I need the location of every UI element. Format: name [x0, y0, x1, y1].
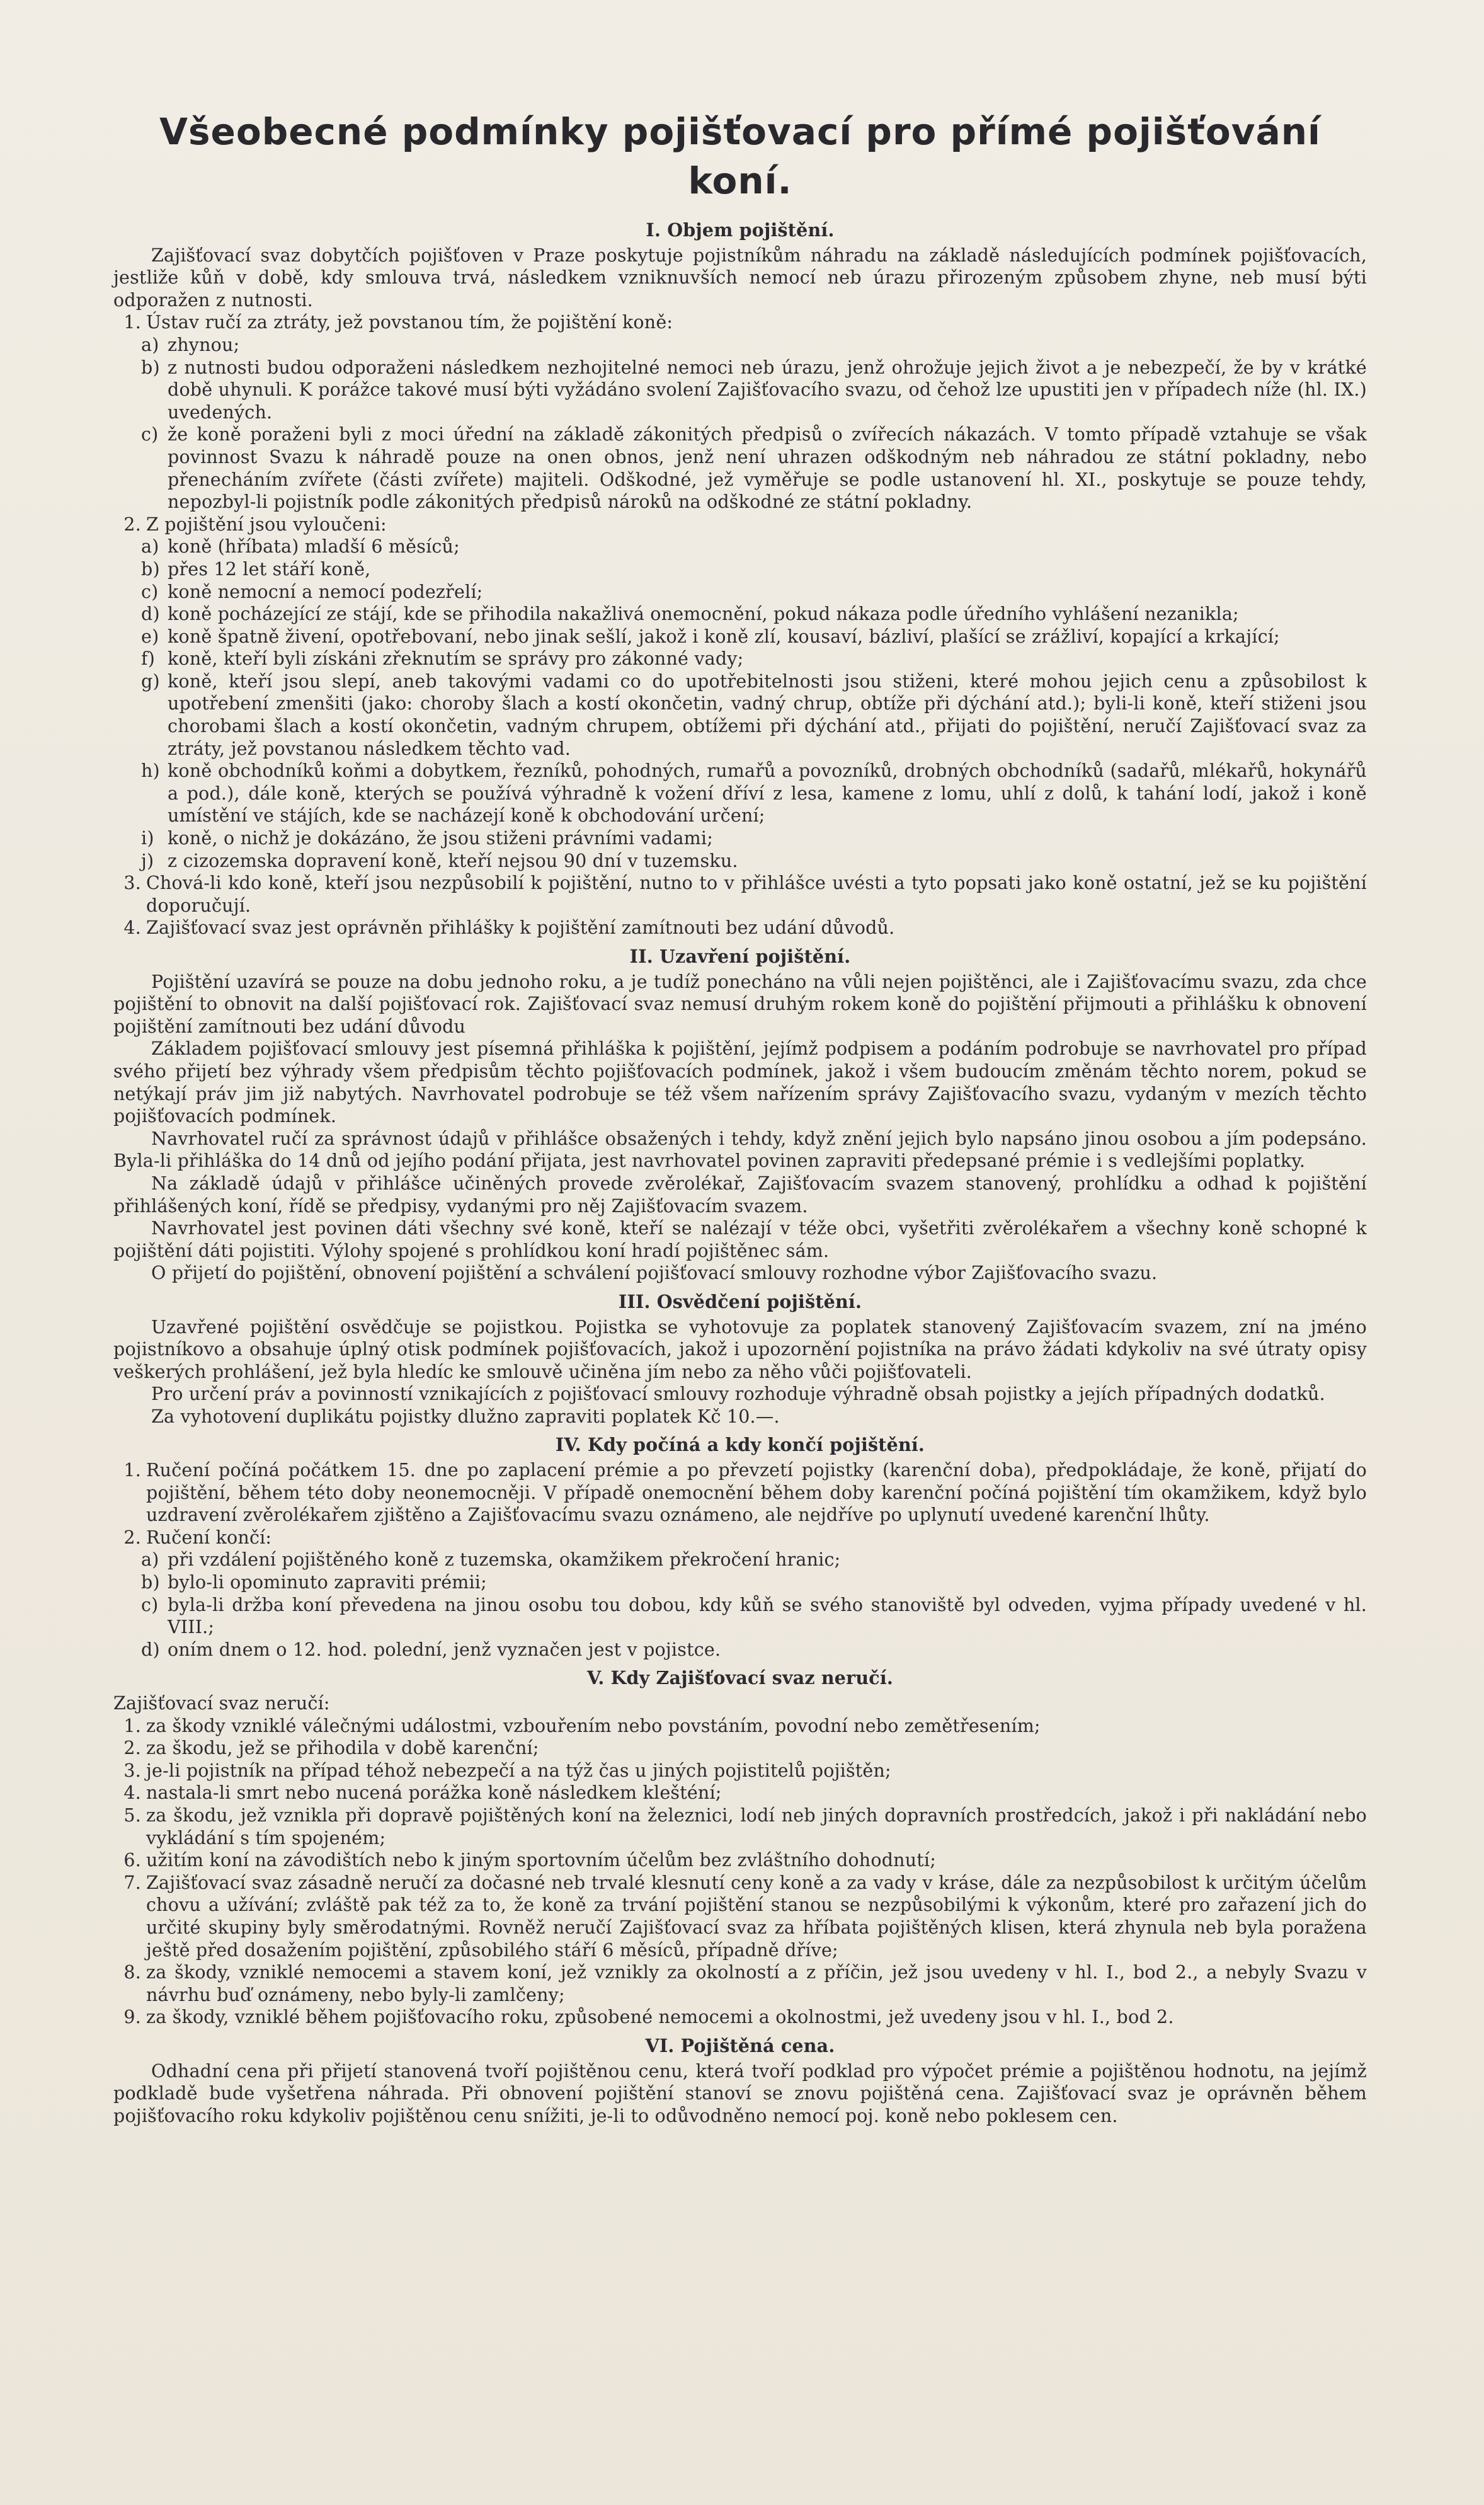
list-item: h) koně obchodníků koňmi a dobytkem, řezníků, pohodných, rumařů a povozníků, drobných obchodníků (sadařů, mlékařů, hokynářů a pod.), dále koně, kterých se používá výhradně k vožení dříví z lesa, kamene z lomu, uhlí z dolů, k tahání lodí, jakož i koně umístění ve stájích, kde se nacházejí koně k obchodování určení;	[141, 760, 1367, 827]
list-item: 4. Zajišťovací svaz jest oprávněn přihlášky k pojištění zamítnouti bez udání důvodů.	[123, 917, 895, 939]
list-item: e) koně špatně živení, opotřebovaní, nebo jinak sešlí, jakož i koně zlí, kousaví, bázliví, plašící se zrážliví, kopající a krkající;	[141, 626, 1280, 647]
paragraph: Pojištění uzavírá se pouze na dobu jednoho roku, a je tudíž ponecháno na vůli nejen pojištěnci, ale i Zajišťovacímu svazu, zda chce pojištění to obnovit na další pojišťovací rok. Zajišťovací svaz nemusí druhým rokem koně do pojištění přijmouti a přihlášku k obnovení pojištění zamítnouti bez udání důvodu	[113, 971, 1367, 1037]
section-heading-2: II. Uzavření pojištění.	[629, 946, 851, 967]
list-item: a) při vzdálení pojištěného koně z tuzemska, okamžikem překročení hranic;	[141, 1549, 841, 1571]
list-item: f) koně, kteří byli získáni zřeknutím se správy pro zákonné vady;	[141, 648, 744, 670]
paragraph: Navrhovatel ručí za správnost údajů v přihlášce obsažených i tehdy, když znění jejich bylo napsáno jinou osobou a jím podepsáno. Byla-li přihláška do 14 dnů od jejího podání přijata, jest navrhovatel povinen zapraviti předepsané prémie i s vedlejšími poplatky.	[113, 1128, 1367, 1172]
list-item: 1. za škody vzniklé válečnými událostmi, vzbouřením nebo povstáním, povodní nebo zemětřesením;	[123, 1715, 1041, 1736]
section-heading-4: IV. Kdy počíná a kdy končí pojištění.	[555, 1434, 925, 1456]
list-item: b) přes 12 let stáří koně,	[141, 558, 371, 580]
list-item: c) koně nemocní a nemocí podezřelí;	[141, 581, 483, 602]
paragraph: Pro určení práv a povinností vznikajících z pojišťovací smlouvy rozhoduje výhradně obsah pojistky a jejích případných dodatků.	[151, 1384, 1325, 1405]
list-item: b) z nutnosti budou odporaženi následkem nezhojitelné nemoci neb úrazu, jenž ohrožuje jejich život a je nebezpečí, že by v krátké době uhynuli. K porážce takové musí býti vyžádáno svolení Zajišťovacího svazu, od čehož lze upustiti jen v případech níže (hl. IX.) uvedených.	[141, 357, 1367, 423]
paragraph: O přijetí do pojištění, obnovení pojištění a schválení pojišťovací smlouvy rozhodne výbor Zajišťovacího svazu.	[151, 1263, 1158, 1284]
section-heading-6: VI. Pojištěná cena.	[645, 2034, 835, 2056]
list-item: 6. užitím koní na závodištích nebo k jiným sportovním účelům bez zvláštního dohodnutí;	[123, 1850, 937, 1871]
list-item: 9. za škody, vzniklé během pojišťovacího roku, způsobené nemocemi a okolnostmi, jež uvedeny jsou v hl. I., bod 2.	[123, 2007, 1174, 2028]
list-item: 1. Ručení počíná počátkem 15. dne po zaplacení prémie a po převzetí pojistky (karenční doba), předpokládaje, že koně, přijatí do pojištění, během této doby neonemocněji. V případě onemocnění během doby karenční počíná pojištění tím okamžikem, když bylo uzdravení zvěrolékařem zjištěno a Zajišťovacímu svazu oznámeno, ale nejdříve po uplynutí uvedené karenční lhůty.	[123, 1460, 1367, 1526]
list-item: c) byla-li držba koní převedena na jinou osobu tou dobou, kdy kůň se svého stanoviště byl odveden, vyjma případy uvedené v hl. VIII.;	[141, 1594, 1367, 1638]
section-heading-3: III. Osvědčení pojištění.	[618, 1290, 862, 1312]
document-content	[113, 101, 1367, 2127]
list-item: j) z cizozemska dopravení koně, kteří nejsou 90 dní v tuzemsku.	[141, 850, 738, 871]
list-item: 2. za škodu, jež se přihodila v době karenční;	[123, 1738, 539, 1759]
list-item: 8. za škody, vzniklé nemocemi a stavem koní, jež vznikly za okolností a z příčin, jež jsou uvedeny v hl. I., bod 2., a nebyly Svazu v návrhu buď oznámeny, nebo byly-li zamlčeny;	[123, 1962, 1367, 2005]
paragraph: Navrhovatel jest povinen dáti všechny své koně, kteří se nalézají v téže obci, vyšetřiti zvěrolékařem a všechny koně schopné k pojištění dáti pojistiti. Výlohy spojené s prohlídkou koní hradí pojištěnec sám.	[113, 1218, 1367, 1261]
paragraph: Za vyhotovení duplikátu pojistky dlužno zapraviti poplatek Kč 10.—.	[151, 1406, 780, 1427]
list-item: 4. nastala-li smrt nebo nucená porážka koně následkem klešténí;	[123, 1782, 722, 1804]
list-item: g) koně, kteří jsou slepí, aneb takovými vadami co do upotřebitelnosti jsou stiženi, které mohou jejich cenu a způsobilost k upotřebení zmenšiti (jako: choroby šlach a kostí okončetin, vadný chrup, obtíže při dýchání atd.); byli-li koně, kteří stiženi jsou chorobami šlach a kostí okončetin, vadným chrupem, obtížemi při dýchání atd., přijati do pojištění, neručí Zajišťovací svaz za ztráty, jež povstanou následkem těchto vad.	[141, 670, 1367, 759]
list-item: 3. Chová-li kdo koně, kteří jsou nezpůsobilí k pojištění, nutno to v přihlášce uvésti a tyto popsati jako koně ostatní, jež se ku pojištění doporučují.	[123, 873, 1367, 916]
list-item: 3. je-li pojistník na případ téhož nebezpečí a na týž čas u jiných pojistitelů pojištěn;	[123, 1760, 891, 1781]
list-item: 2. Z pojištění jsou vyloučeni:	[123, 513, 387, 535]
paragraph: Zajišťovací svaz neručí:	[113, 1693, 330, 1714]
list-item: d) koně pocházející ze stájí, kde se přihodila nakažlivá onemocnění, pokud nákaza podle úředního vyhlášení nezanikla;	[141, 604, 1239, 625]
section-heading-5: V. Kdy Zajišťovací svaz neručí.	[587, 1667, 893, 1689]
paragraph: Na základě údajů v přihlášce učiněných provede zvěrolékař, Zajišťovacím svazem stanovený, prohlídku a odhad k pojištění přihlášených koní, řídě se předpisy, vydanými pro něj Zajišťovacím svazem.	[113, 1172, 1367, 1217]
section-1-intro: Zajišťovací svaz dobytčích pojišťoven v Praze poskytuje pojistníkům náhradu na základě následujících podmínek pojišťovacích, jestliže kůň v době, kdy smlouva trvá, následkem vzniknuvších nemocí neb úrazu přirozeným způsobem zhyne, neb musí býti odporažen z nutnosti.	[113, 244, 1367, 311]
list-item: 5. za škodu, jež vznikla při dopravě pojištěných koní na železnici, lodí neb jiných dopravních prostředcích, jakož i při nakládání nebo vykládání s tím spojeném;	[123, 1804, 1367, 1849]
list-item: a) koně (hříbata) mladší 6 měsíců;	[141, 536, 460, 558]
list-item: 1. Ústav ručí za ztráty, jež povstanou tím, že pojištění koně:	[123, 312, 673, 333]
paragraph: Základem pojišťovací smlouvy jest písemná přihláška k pojištění, jejímž podpisem a podáním podrobuje se navrhovatel pro případ svého přijetí bez výhrady všem předpisům těchto pojišťovacích podmínek, jakož i všem budoucím změnám těchto norem, pokud se netýkají práv jim již nabytých. Navrhovatel podrobuje se též všem nařízením správy Zajišťovacího svazu, vydaným v mezích těchto pojišťovacích podmínek.	[113, 1038, 1367, 1127]
list-item: d) oním dnem o 12. hod. polední, jenž vyznačen jest v pojistce.	[141, 1639, 721, 1660]
list-item: i) koně, o nichž je dokázáno, že jsou stiženi právními vadami;	[141, 828, 713, 849]
list-item: 7. Zajišťovací svaz zásadně neručí za dočasné neb trvalé klesnutí ceny koně a za vady v kráse, dále za nezpůsobilost k určitým účelům chovu a užívání; zvláště pak též za to, že koně za trvání pojištění stanou se nezpůsobilými k výkonům, které pro zařazení jich do určité skupiny byly směrodatnými. Rovněž neručí Zajišťovací svaz za hříbata pojištěných klisen, která zhynula neb byla poražena ještě před dosažením pojištění, způsobilého stáří 6 měsíců, případně dříve;	[123, 1872, 1367, 1961]
list-item: b) bylo-li opominuto zapraviti prémii;	[141, 1572, 487, 1593]
document-title: Všeobecné podmínky pojišťovací pro přímé pojišťování koní.	[159, 110, 1321, 202]
section-heading-1: I. Objem pojištění.	[646, 219, 835, 241]
paragraph: Uzavřené pojištění osvědčuje se pojistkou. Pojistka se vyhotovuje za poplatek stanovený Zajišťovacím svazem, zní na jméno pojistníkovo a obsahuje úplný otisk podmínek pojišťovacích, jakož i upozornění pojistníka na právo žádati kdykoliv na své útraty opisy veškerých prohlášení, jež byla hledíc ke smlouvě učiněna jím nebo za něho vůči pojišťovateli.	[113, 1316, 1367, 1382]
list-item: a) zhynou;	[141, 334, 240, 355]
paragraph: Odhadní cena při přijetí stanovená tvoří pojištěnou cenu, která tvoří podklad pro výpočet prémie a pojištěnou hodnotu, na jejímž podkladě bude vyšetřena náhrada. Při obnovení pojištění stanoví se znovu pojištěná cena. Zajišťovací svaz je oprávněn během pojišťovacího roku kdykoliv pojištěnou cenu snížiti, je-li to odůvodněno nemocí poj. koně nebo poklesem cen.	[113, 2060, 1367, 2126]
list-item: c) že koně poraženi byli z moci úřední na základě zákonitých předpisů o zvířecích nákazách. V tomto případě vztahuje se však povinnost Svazu k náhradě pouze na onen obnos, jenž není uhrazen odškodným neb náhradou ze státní pokladny, nebo přenecháním zvířete (části zvířete) majiteli. Odškodné, jež vyměřuje se podle ustanovení hl. XI., poskytuje se pouze tehdy, nepozbyl-li pojistník podle zákonitých předpisů nároků na odškodné ze státní pokladny.	[141, 424, 1367, 513]
list-item: 2. Ručení končí:	[123, 1527, 272, 1548]
